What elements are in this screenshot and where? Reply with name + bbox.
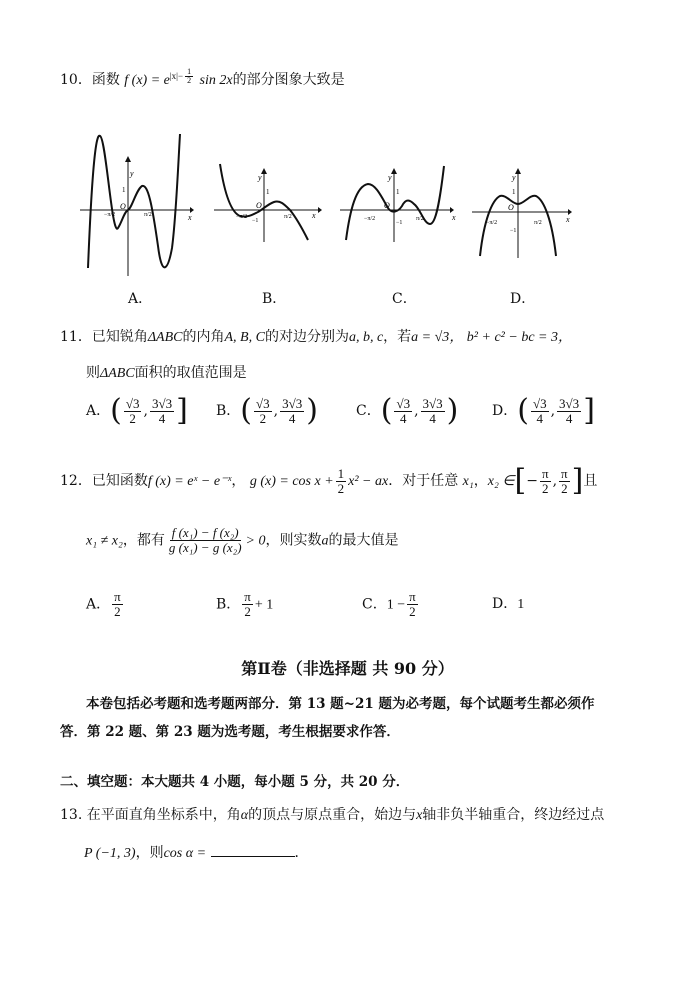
option-head: 1 − xyxy=(386,597,406,613)
part2-title: 第Ⅱ卷（非选择题 共 90 分） xyxy=(241,659,454,678)
q10-exponent: |x|− 1 2 xyxy=(169,67,192,85)
tick-neg-pi-2: −π/2 xyxy=(236,214,248,220)
q12-number: 12． xyxy=(60,473,92,489)
q11-triangle-2: ΔABC xyxy=(100,366,135,381)
q11-text-a: 已知锐角 xyxy=(91,329,148,345)
q12-comma: ， xyxy=(473,473,488,489)
option-label: C． xyxy=(356,403,381,419)
close-bracket: ] xyxy=(176,393,188,428)
q10-func-lhs: f (x) = e xyxy=(124,73,170,89)
y-label: y xyxy=(130,169,134,178)
x-label: x xyxy=(312,211,316,220)
q11-option-d[interactable]: D．( $\frac{√3}{4}$ , $\frac{3√3}{4}$ ] xyxy=(492,393,595,428)
q11-line-1 xyxy=(60,326,572,346)
tick-pi-2: π/2 xyxy=(534,220,542,226)
tick-1: 1 xyxy=(512,188,516,196)
part2-intro-line-2: 答．第 22 题、第 23 题为选考题，考生根据要求作答． xyxy=(60,724,400,740)
option-frac: $\frac{\pi}{2}$ xyxy=(409,589,416,619)
q12-x2-in: x₂ ∈ xyxy=(487,474,515,489)
q12-neq: x₁ ≠ x₂ xyxy=(86,533,123,549)
q12-ratio: $\frac{\text{f (x₁) − f (x₂)}}{\text{g (x₁) − g (x₂)}}$ xyxy=(168,525,242,555)
q11-angles: A, B, C xyxy=(224,330,265,345)
open-bracket: ( xyxy=(240,393,253,428)
y-axis-arrow xyxy=(125,156,131,162)
option-frac: $\frac{\pi}{2}$ xyxy=(114,589,121,619)
close-bracket: ) xyxy=(306,393,318,428)
option-label: A． xyxy=(86,403,111,419)
q13-period: ． xyxy=(294,845,309,861)
q12-x1: x₁ xyxy=(462,474,474,489)
q10-graph-b xyxy=(214,160,324,242)
q12-option-b[interactable] xyxy=(216,590,273,619)
q12-text-a: 已知函数 xyxy=(91,473,148,489)
option-label: D． xyxy=(492,596,518,612)
q13-text-a: 在平面直角坐标系中，角 xyxy=(86,807,241,823)
q11-number: 11． xyxy=(60,329,92,345)
tick-neg-pi-2: −π/2 xyxy=(486,220,498,226)
q12-interval-close: ] xyxy=(571,463,584,498)
q11-line-2 xyxy=(86,362,247,382)
q12-gt0: > 0 xyxy=(245,533,266,549)
q11-text-area: 面积的取值范围是 xyxy=(134,365,247,381)
y-label: y xyxy=(388,173,392,182)
q10-graph-a xyxy=(78,128,194,278)
q12-text-b: ．对于任意 xyxy=(388,473,459,489)
q12-interval-open: [ xyxy=(514,463,527,498)
q11-triangle: ΔABC xyxy=(147,330,183,345)
q12-g-def-b: x² − ax xyxy=(348,474,389,489)
origin-label: O xyxy=(120,202,126,211)
q10-graph-c xyxy=(340,160,458,242)
q11-text-b: 的内角 xyxy=(182,329,225,345)
option-label: B． xyxy=(216,596,241,613)
q11-option-c[interactable]: C．( $\frac{√3}{4}$ , $\frac{3√3}{4}$ ) xyxy=(356,393,459,428)
close-bracket: ] xyxy=(583,393,595,428)
part2-intro-line-1: 本卷包括必考题和选考题两部分．第 13 题~21 题为必考题，每个试题考生都必须作 xyxy=(86,696,595,712)
q10-text-before: 函数 xyxy=(91,72,120,89)
q10-func-tail: sin 2x xyxy=(199,73,233,89)
q13-text-d: ，则 xyxy=(135,845,164,861)
x-label: x xyxy=(452,213,456,222)
q10-text-after: 的部分图象大致是 xyxy=(232,72,345,89)
q13-line-1 xyxy=(60,804,604,824)
upper-frac: $\frac{3√3}{4}$ xyxy=(422,395,443,426)
origin-label: O xyxy=(384,201,390,210)
q12-sep: ， xyxy=(231,473,246,489)
q13-cos: cos α = xyxy=(163,846,207,861)
origin-label: O xyxy=(508,203,514,212)
tick-neg-pi-2: −π/2 xyxy=(364,216,376,222)
upper-frac: $\frac{3√3}{4}$ xyxy=(282,395,303,426)
q12-line-2 xyxy=(86,526,398,555)
option-label: D． xyxy=(492,403,518,419)
tick-1: 1 xyxy=(122,186,126,194)
q10-label-c[interactable]: C． xyxy=(392,291,417,307)
q12-option-c[interactable] xyxy=(362,590,420,619)
q12-option-a[interactable] xyxy=(86,590,125,619)
q13-line-2 xyxy=(84,842,309,862)
q12-g-frac: $\frac{1}{2}$ xyxy=(337,465,345,496)
q10-stem xyxy=(60,68,345,89)
open-bracket: ( xyxy=(517,393,529,428)
upper-frac: $\frac{3√3}{4}$ xyxy=(151,395,173,426)
y-axis-arrow xyxy=(391,168,397,174)
section2-heading: 二、填空题：本大题共 4 小题，每小题 5 分，共 20 分． xyxy=(60,774,410,790)
q13-answer-blank[interactable] xyxy=(211,844,295,857)
q12-text-c: ，都有 xyxy=(122,532,165,549)
q12-line-1: 12．已知函数f (x) = eˣ − e⁻ˣ， g (x) = cos x + $\frac{1}{2}$ x² − ax．对于任意 x₁，x₂ ∈[− $\frac{\pi}{2}$ , $\frac{\pi}{2}$ ]且 xyxy=(60,463,598,498)
q13-number: 13. xyxy=(60,807,83,823)
y-axis-arrow xyxy=(515,168,521,174)
q12-interval-hi: $\frac{\pi}{2}$ xyxy=(561,465,568,496)
q10-label-b[interactable]: B． xyxy=(262,291,287,307)
tick-pi-2: π/2 xyxy=(416,216,424,222)
lower-frac: $\frac{√3}{4}$ xyxy=(396,395,411,426)
q12-text-e: 的最大值是 xyxy=(328,532,399,549)
q13-x: x xyxy=(416,808,423,823)
open-bracket: ( xyxy=(110,393,122,428)
q11-sides: a, b, c xyxy=(348,330,384,345)
q12-and: 且 xyxy=(583,473,598,489)
lower-frac: $\frac{√3}{4}$ xyxy=(532,395,547,426)
tick-neg-pi-2: −π/2 xyxy=(104,212,116,218)
x-label: x xyxy=(188,213,192,222)
y-label: y xyxy=(258,173,262,182)
q12-text-d: ，则实数 xyxy=(265,532,322,549)
open-bracket: ( xyxy=(380,393,393,428)
tick-pi-2: π/2 xyxy=(284,214,292,220)
q12-g-def-a: g (x) = cos x + xyxy=(249,474,334,489)
x-label: x xyxy=(566,215,570,224)
close-bracket: ) xyxy=(446,393,459,428)
q10-label-d[interactable]: D． xyxy=(510,291,536,307)
option-label: A． xyxy=(86,596,111,613)
tick-neg-1: −1 xyxy=(252,218,259,224)
q11-option-b[interactable]: B．( $\frac{√3}{2}$ , $\frac{3√3}{4}$ ) xyxy=(216,393,318,428)
curve xyxy=(346,166,444,240)
q13-point: P (−1, 3) xyxy=(84,846,136,861)
option-value: 1 xyxy=(517,597,525,612)
q12-f-def: f (x) = eˣ − e⁻ˣ xyxy=(147,474,232,489)
option-label: B． xyxy=(216,403,241,419)
q13-text-c: 轴非负半轴重合，终边经过点 xyxy=(422,807,605,823)
x-axis-arrow xyxy=(318,207,322,213)
curve xyxy=(88,134,180,268)
option-label: C． xyxy=(362,596,387,613)
q12-option-d[interactable] xyxy=(492,593,524,613)
tick-neg-1: −1 xyxy=(510,228,517,234)
tick-pi-2: π/2 xyxy=(144,212,152,218)
lower-frac: $\frac{√3}{2}$ xyxy=(125,395,140,426)
option-frac: $\frac{\pi}{2}$ xyxy=(244,589,251,619)
q10-graph-d xyxy=(472,160,576,260)
q10-number: 10． xyxy=(60,72,92,89)
origin-label: O xyxy=(256,201,262,210)
y-axis-arrow xyxy=(261,168,267,174)
q12-interval-lo: $\frac{\pi}{2}$ xyxy=(542,465,549,496)
q13-alpha: α xyxy=(240,808,249,823)
tick-1: 1 xyxy=(266,188,270,196)
q11-text-then: 则 xyxy=(86,365,100,381)
q11-cond-1: a = √3 xyxy=(411,330,450,345)
tick-1: 1 xyxy=(396,188,400,196)
q11-text-c: 的对边分别为 xyxy=(264,329,349,345)
q11-text-d: ，若 xyxy=(383,329,412,345)
tick-neg-1: −1 xyxy=(396,220,403,226)
q12-var-a: a xyxy=(321,533,329,549)
option-tail: + 1 xyxy=(254,597,274,613)
upper-frac: $\frac{3√3}{4}$ xyxy=(559,395,580,426)
y-label: y xyxy=(512,173,516,182)
q10-label-a[interactable]: A． xyxy=(128,291,153,307)
lower-frac: $\frac{√3}{2}$ xyxy=(256,395,270,426)
q11-cond-2: ， b² + c² − bc = 3， xyxy=(449,330,572,345)
q11-option-a[interactable]: A．( $\frac{√3}{2}$ , $\frac{3√3}{4}$ ] xyxy=(86,393,188,428)
q13-text-b: 的顶点与原点重合，始边与 xyxy=(248,807,417,823)
